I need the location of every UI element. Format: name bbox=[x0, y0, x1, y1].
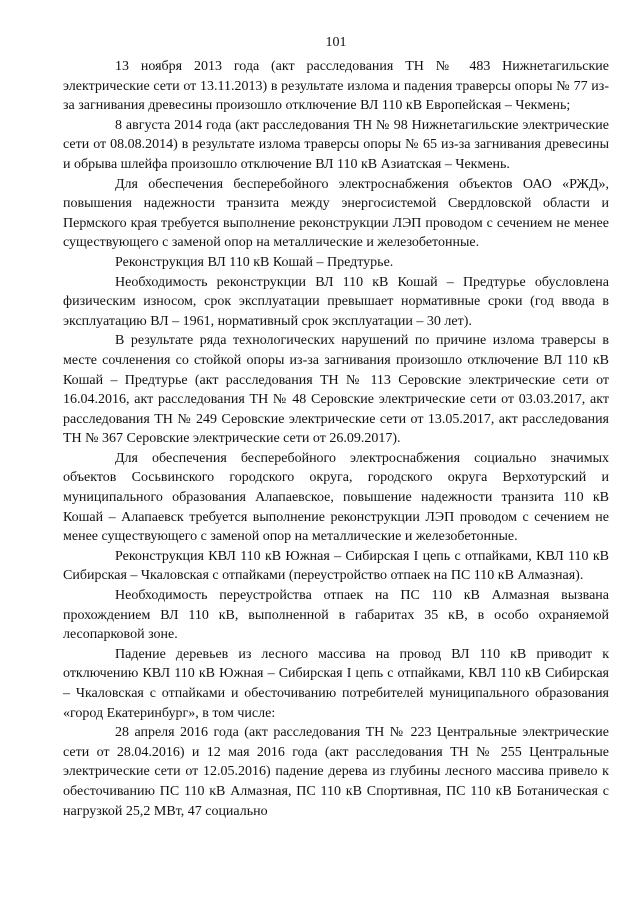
paragraph: Необходимость реконструкции ВЛ 110 кВ Кошай – Предтурье обусловлена физическим износом, срок эксплуатации превышает нормативные сроки (год ввода в эксплуатацию ВЛ – 1961, нормативный срок эксплуатации – 30 лет). bbox=[63, 274, 609, 329]
paragraph: Для обеспечения бесперебойного электроснабжения социально значимых объектов Сосьвинского городского округа, городского округа Верхотурский и муниципального образования Алапаевское, повышение надежности транзита 110 кВ Кошай – Алапаевск требуется выполнение реконструкции ЛЭП проводом с сечением не менее существующего с заменой опор на металлические и железобетонные. bbox=[63, 450, 609, 545]
paragraph: Падение деревьев из лесного массива на провод ВЛ 110 кВ приводит к отключению КВЛ 110 кВ Южная – Сибирская I цепь с отпайками, КВЛ 110 кВ Сибирская – Чкаловская с отпайками и обесточиванию потребителей муниципального образования «город Екатеринбург», в том числе: bbox=[63, 646, 609, 721]
paragraph: 28 апреля 2016 года (акт расследования ТН № 223 Центральные электрические сети от 28.04.2016) и 12 мая 2016 года (акт расследования ТН № 255 Центральные электрические сети от 12.05.2016) падение дерева из глубины лесного массива привело к обесточиванию ПС 110 кВ Алмазная, ПС 110 кВ Спортивная, ПС 110 кВ Ботаническая с нагрузкой 25,2 МВт, 47 социально bbox=[63, 725, 609, 819]
paragraph: Реконструкция КВЛ 110 кВ Южная – Сибирская I цепь с отпайками, КВЛ 110 кВ Сибирская – Чкаловская с отпайками (переустройство отпаек на ПС 110 кВ Алмазная). bbox=[63, 548, 609, 584]
paragraph: 13 ноября 2013 года (акт расследования ТН № 483 Нижнетагильские электрические сети от 13.11.2013) в результате излома и падения траверсы опоры № 77 из-за загнивания древесины произошло отключение ВЛ 110 кВ Европейская – Чекмень; bbox=[63, 59, 609, 114]
paragraph: Реконструкция ВЛ 110 кВ Кошай – Предтурье. bbox=[115, 254, 394, 270]
page-number: 101 bbox=[325, 35, 347, 50]
paragraph: 8 августа 2014 года (акт расследования ТН № 98 Нижнетагильские электрические сети от 08.08.2014) в результате излома траверсы опоры № 65 из-за загнивания древесины и обрыва шлейфа произошло отключение ВЛ 110 кВ Азиатская – Чекмень. bbox=[63, 117, 609, 172]
paragraph: Необходимость переустройства отпаек на ПС 110 кВ Алмазная вызвана прохождением ВЛ 110 кВ, выполненной в габаритах 35 кВ, в особо охраняемой лесопарковой зоне. bbox=[63, 588, 609, 643]
paragraph: В результате ряда технологических нарушений по причине излома траверсы в месте сочленения со стойкой опоры из-за загнивания произошло отключение ВЛ 110 кВ Кошай – Предтурье (акт расследования ТН № 113 Серовские электрические сети от 16.04.2016, акт расследования ТН № 48 Серовские электрические сети от 03.03.2017, акт расследования ТН № 249 Серовские электрические сети от 13.05.2017, акт расследования ТН № 367 Серовские электрические сети от 26.09.2017). bbox=[63, 333, 609, 447]
document-page bbox=[63, 34, 609, 821]
paragraph: Для обеспечения бесперебойного электроснабжения объектов ОАО «РЖД», повышения надежности транзита между энергосистемой Свердловской области и Пермского края требуется выполнение реконструкции ЛЭП проводом с сечением не менее существующего с заменой опор на металлические и железобетонные. bbox=[63, 176, 609, 251]
